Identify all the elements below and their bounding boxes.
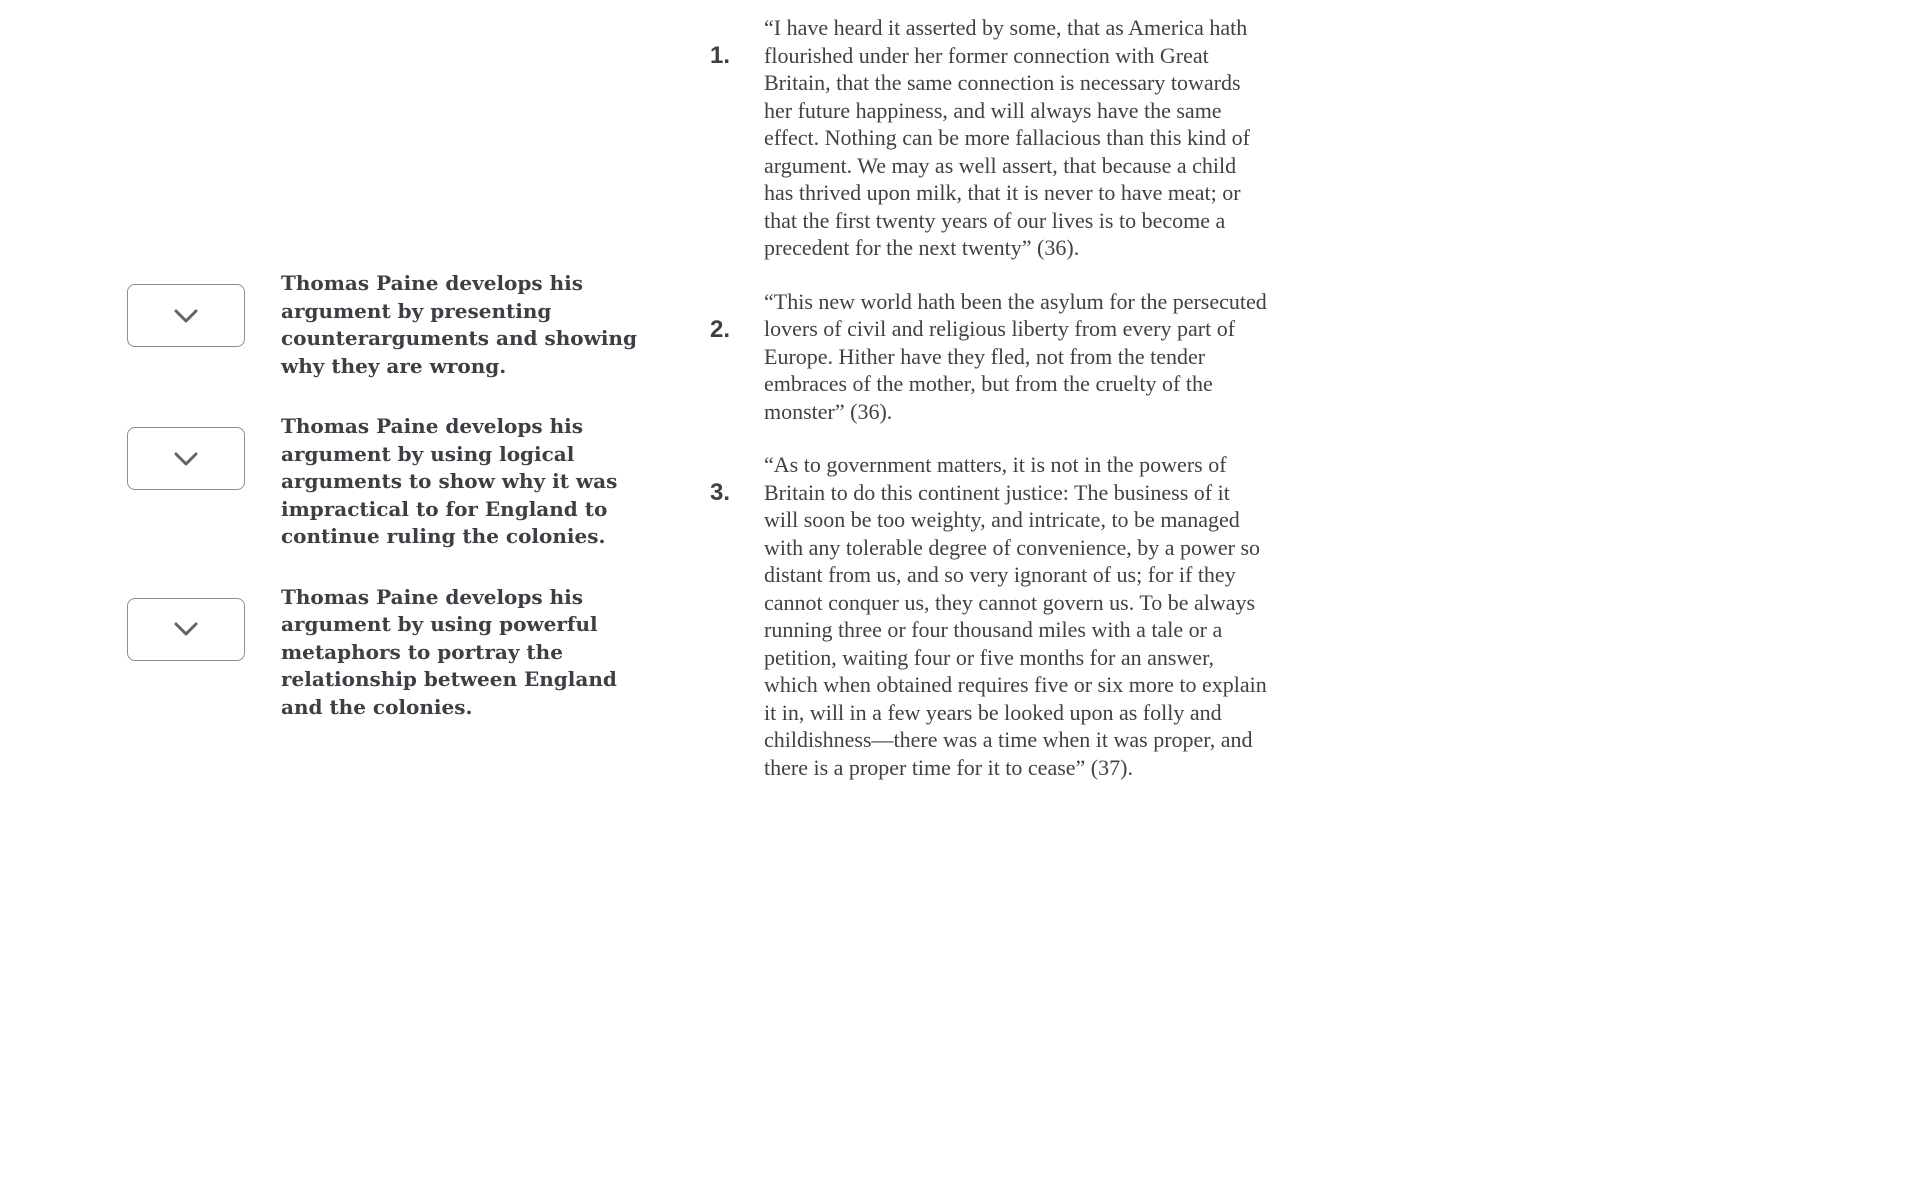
quote-text: “This new world hath been the asylum for the persecuted lovers of civil and religious liberty from every part of Europe. Hither have they fled, not from the tender embraces of the mother, but from the cruelty of the monster” (36). <box>764 288 1267 424</box>
chevron-down-icon <box>174 622 198 636</box>
response-dropdown-2[interactable] <box>127 427 245 490</box>
quote-number: 2. <box>710 315 731 343</box>
statement-label: Thomas Paine develops his argument by using powerful metaphors to portray the relationship between England and the colonies. <box>281 584 617 719</box>
matching-row <box>127 270 667 380</box>
chevron-down-icon <box>174 452 198 466</box>
response-dropdown-3[interactable] <box>127 598 245 661</box>
quote-number: 3. <box>710 479 731 506</box>
quote-text: “As to government matters, it is not in the powers of Britain to do this continent justice: The business of it will soon be too weighty, and intricate, to be managed with any tolerable degree of convenience, by a power so distant from us, and so very ignorant of us; for if they cannot conquer us, they cannot govern us. To be always running three or four thousand miles with a tale or a petition, waiting four or five months for an answer, which when obtained requires five or six more to explain it in, will in a few years be looked upon as folly and childishness—there was a time when it was proper, and there is a proper time for it to cease” (37). <box>764 452 1267 780</box>
matching-row <box>127 413 667 551</box>
quote-item <box>710 288 1290 426</box>
statement-label: Thomas Paine develops his argument by presenting counterarguments and showing why they are wrong. <box>281 271 637 378</box>
quotes-column <box>710 14 1290 807</box>
response-dropdown-1[interactable] <box>127 284 245 347</box>
quote-text: “I have heard it asserted by some, that as America hath flourished under her former connection with Great Britain, that the same connection is necessary towards her future happiness, and will always have the same effect. Nothing can be more fallacious than this kind of argument. We may as well assert, that because a child has thrived upon milk, that it is never to have meat; or that the first twenty years of our lives is to become a precedent for the next twenty” (36). <box>764 15 1250 260</box>
statement-label: Thomas Paine develops his argument by using logical arguments to show why it was impractical to for England to continue ruling the colonies. <box>281 414 618 548</box>
answer-choices-column <box>127 270 667 754</box>
quote-item <box>710 14 1290 262</box>
quote-item <box>710 451 1290 781</box>
chevron-down-icon <box>174 309 198 323</box>
quote-number: 1. <box>710 42 731 69</box>
matching-row <box>127 584 667 722</box>
